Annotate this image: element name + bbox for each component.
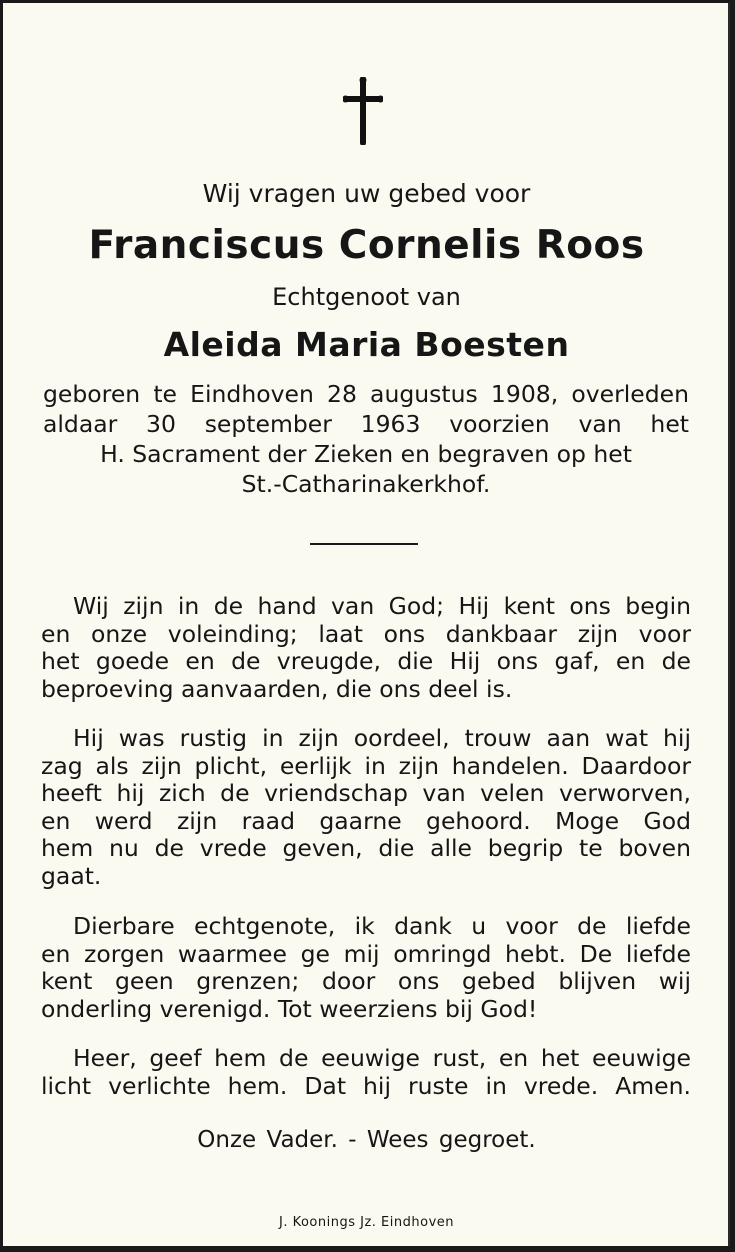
text-line: licht verlichte hem. Dat hij ruste in vrede. Amen.	[41, 1071, 691, 1100]
deceased-name: Franciscus Cornelis Roos	[88, 223, 645, 268]
closing-prayer: Onze Vader. - Wees gegroet.	[197, 1127, 536, 1153]
text-line: heeft hij zich de vriendschap van velen verworven,	[41, 779, 691, 807]
paragraph-prayer	[41, 1045, 691, 1100]
cross-icon	[343, 77, 383, 145]
biography	[43, 379, 689, 499]
text-line: en onze voleinding; laat ons dankbaar zijn voor	[41, 619, 691, 648]
spouse-name: Aleida Maria Boesten	[163, 325, 570, 364]
text-line: het goede en de vreugde, die Hij ons gaf, en de	[41, 647, 691, 675]
text-line: Hij was rustig in zijn oordeel, trouw aan wat hij	[73, 724, 691, 752]
intro-text: Wij vragen uw gebed voor	[202, 179, 531, 208]
text-line: Heer, geef hem de eeuwige rust, en het eeuwige	[73, 1044, 691, 1072]
memorial-card	[3, 3, 730, 1246]
text-line: kent geen grenzen; door ons gebed blijven wij	[41, 967, 691, 995]
text-line: onderling verenigd. Tot weerziens bij God!	[41, 994, 538, 1023]
text-line: hem nu de vrede geven, die alle begrip te boven	[41, 834, 691, 862]
text-line: beproeving aanvaarden, die ons deel is.	[41, 674, 513, 703]
spouse-label: Echtgenoot van	[272, 283, 461, 311]
text-line: gaat.	[41, 861, 102, 890]
text-line: zag als zijn plicht, eerlijk in zijn handelen. Daardoor	[41, 751, 691, 780]
printer-credit: J. Koonings Jz. Eindhoven	[279, 1215, 454, 1230]
text-line: Dierbare echtgenote, ik dank u voor de liefde	[73, 912, 691, 940]
bio-line: aldaar 30 september 1963 voorzien van het	[43, 410, 689, 438]
bio-line: geboren te Eindhoven 28 augustus 1908, overleden	[43, 380, 689, 408]
bio-line: H. Sacrament der Zieken en begraven op het	[100, 440, 632, 468]
paragraph-character	[41, 725, 691, 890]
bio-line: St.-Catharinakerkhof.	[241, 470, 491, 498]
text-line: en werd zijn raad gaarne gehoord. Moge God	[41, 806, 691, 835]
text-line: en zorgen waarmee ge mij omringd hebt. De liefde	[41, 939, 691, 968]
divider	[310, 543, 418, 545]
text-line: Wij zijn in de hand van God; Hij kent ons begin	[73, 592, 691, 620]
paragraph-faith	[41, 593, 691, 703]
paragraph-spouse	[41, 913, 691, 1023]
